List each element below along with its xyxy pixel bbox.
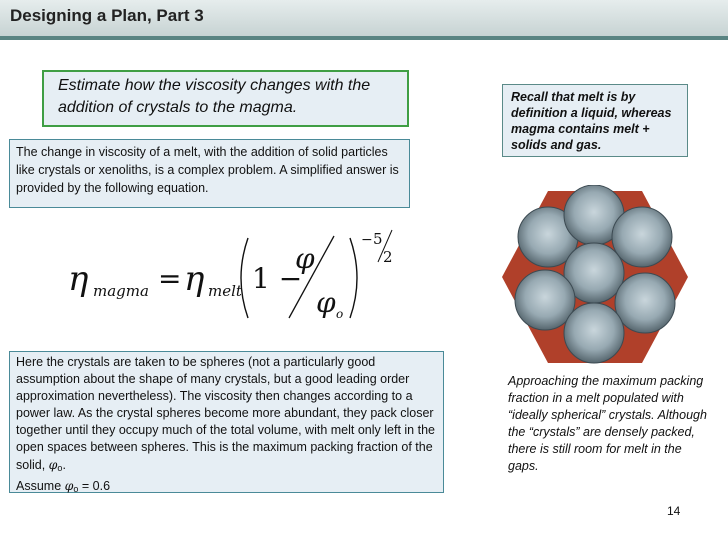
- intro-box: [9, 139, 410, 208]
- detail-box: [9, 351, 444, 493]
- exponent-denominator: 2: [383, 248, 393, 266]
- packed-crystals-figure: [500, 185, 690, 370]
- crystal-sphere: [612, 207, 672, 267]
- assume-prefix: Assume: [16, 479, 65, 493]
- detail-text: Here the crystals are taken to be spheres (not a particularly good assumption about the shape of many crystals, but a good leading order approximation nevertheless). The viscosity then changes according to a power law. As the crystal spheres become more abundant, they pack closer together until they occupy much of the total volume, with melt only left in the open spaces between spheres. This is the maximum packing fraction of the solid,: [16, 355, 435, 472]
- phi-numerator: φ: [295, 242, 315, 275]
- assume-suffix: = 0.6: [78, 479, 111, 493]
- figure-caption: [508, 373, 708, 475]
- crystal-sphere: [564, 303, 624, 363]
- viscosity-equation: [60, 222, 440, 332]
- title-rule: [0, 36, 728, 40]
- task-box: [42, 70, 409, 127]
- intro-text: The change in viscosity of a melt, with the addition of solid particles like crystals or xenoliths, is a complex problem. A simplified answer is provided by the following equation.: [16, 145, 399, 195]
- page-number: 14: [667, 504, 681, 518]
- eta-magma-symbol: η: [68, 259, 89, 299]
- caption-text: Approaching the maximum packing fraction in a melt populated with “ideally spherical” crystals. Although the “crystals” are densely packed, there is still room for melt in the gaps.: [508, 374, 707, 473]
- phi-subscript: o: [57, 463, 63, 473]
- magma-subscript: magma: [93, 282, 149, 300]
- eta-melt-symbol: η: [184, 259, 205, 299]
- equals-sign: =: [158, 262, 182, 295]
- phi-denominator: φ: [316, 286, 336, 319]
- one-minus: 1 −: [252, 262, 303, 295]
- detail-text-end: .: [62, 458, 66, 472]
- right-paren-icon: [350, 238, 357, 318]
- slide-title: Designing a Plan, Part 3: [10, 6, 204, 25]
- exponent-minus: −: [361, 232, 373, 248]
- phi-symbol: φ: [48, 457, 58, 472]
- left-paren-icon: [241, 238, 248, 318]
- phi-o-subscript: o: [336, 307, 344, 321]
- exponent-numerator: 5: [373, 230, 383, 248]
- crystal-sphere: [615, 273, 675, 333]
- recall-text: Recall that melt is by definition a liquid, whereas magma contains melt + solids and gas.: [511, 90, 672, 152]
- assume-phi-symbol: φ: [64, 478, 74, 493]
- task-text: Estimate how the viscosity changes with the addition of crystals to the magma.: [58, 77, 371, 116]
- recall-box: [502, 84, 688, 157]
- assume-phi-subscript: o: [73, 484, 79, 494]
- melt-subscript: melt: [208, 282, 242, 300]
- title-bar: [0, 0, 728, 36]
